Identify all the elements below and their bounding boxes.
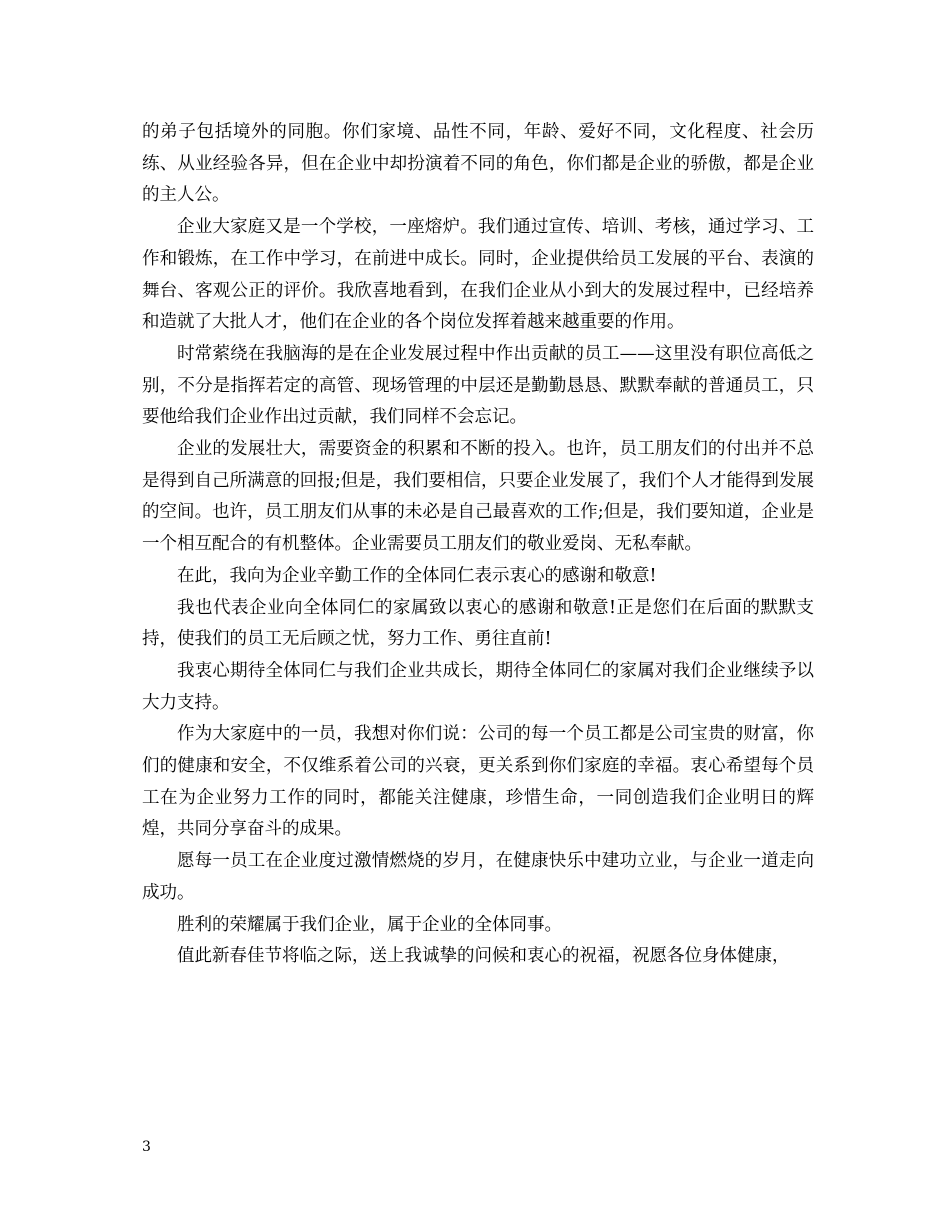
paragraph-8: 作为大家庭中的一员，我想对你们说：公司的每一个员工都是公司宝贵的财富，你们的健康和安全，不仅维系着公司的兴衰，更关系到你们家庭的幸福。衷心希望每个员工在为企业努力工作的同时，都能关注健康，珍惜生命，一同创造我们企业明日的辉煌，共同分享奋斗的成果。 (142, 724, 814, 840)
paragraph-10: 胜利的荣耀属于我们企业，属于企业的全体同事。 (177, 914, 562, 935)
paragraph-9: 愿每一员工在企业度过激情燃烧的岁月，在健康快乐中建功立业，与企业一道走向成功。 (142, 851, 814, 903)
paragraph-7: 我衷心期待全体同仁与我们企业共成长，期待全体同仁的家属对我们企业继续予以大力支持。 (142, 660, 814, 713)
document-body (142, 117, 814, 973)
paragraph-4: 企业的发展壮大，需要资金的积累和不断的投入。也许，员工朋友们的付出并不总是得到自己所满意的回报;但是，我们要相信，只要企业发展了，我们个人才能得到发展的空间。也许，员工朋友们从事的未必是自己最喜欢的工作;但是，我们要知道，企业是一个相互配合的有机整体。企业需要员工朋友们的敬业爱岗、无私奉献。 (142, 439, 814, 555)
paragraph-3: 时常萦绕在我脑海的是在企业发展过程中作出贡献的员工——这里没有职位高低之别，不分是指挥若定的高管、现场管理的中层还是勤勤恳恳、默默奉献的普通员工，只要他给我们企业作出过贡献，我们同样不会忘记。 (142, 343, 814, 428)
paragraph-6: 我也代表企业向全体同仁的家属致以衷心的感谢和敬意!正是您们在后面的默默支持，使我们的员工无后顾之忧，努力工作、勇往直前! (142, 597, 814, 650)
paragraph-5: 在此，我向为企业辛勤工作的全体同仁表示衷心的感谢和敬意! (177, 565, 657, 586)
paragraph-2: 企业大家庭又是一个学校，一座熔炉。我们通过宣传、培训、考核，通过学习、工作和锻炼，在工作中学习，在前进中成长。同时，企业提供给员工发展的平台、表演的舞台、客观公正的评价。我欣喜地看到，在我们企业从小到大的发展过程中，已经培养和造就了大批人才，他们在企业的各个岗位发挥着越来越重要的作用。 (142, 217, 814, 333)
paragraph-1: 的弟子包括境外的同胞。你们家境、品性不同，年龄、爱好不同，文化程度、社会历练、从业经验各异，但在企业中却扮演着不同的角色，你们都是企业的骄傲，都是企业的主人公。 (142, 122, 814, 206)
paragraph-11: 值此新春佳节将临之际，送上我诚挚的问候和衷心的祝福，祝愿各位身体健康， (177, 946, 790, 967)
page-number: 3 (142, 1139, 151, 1155)
